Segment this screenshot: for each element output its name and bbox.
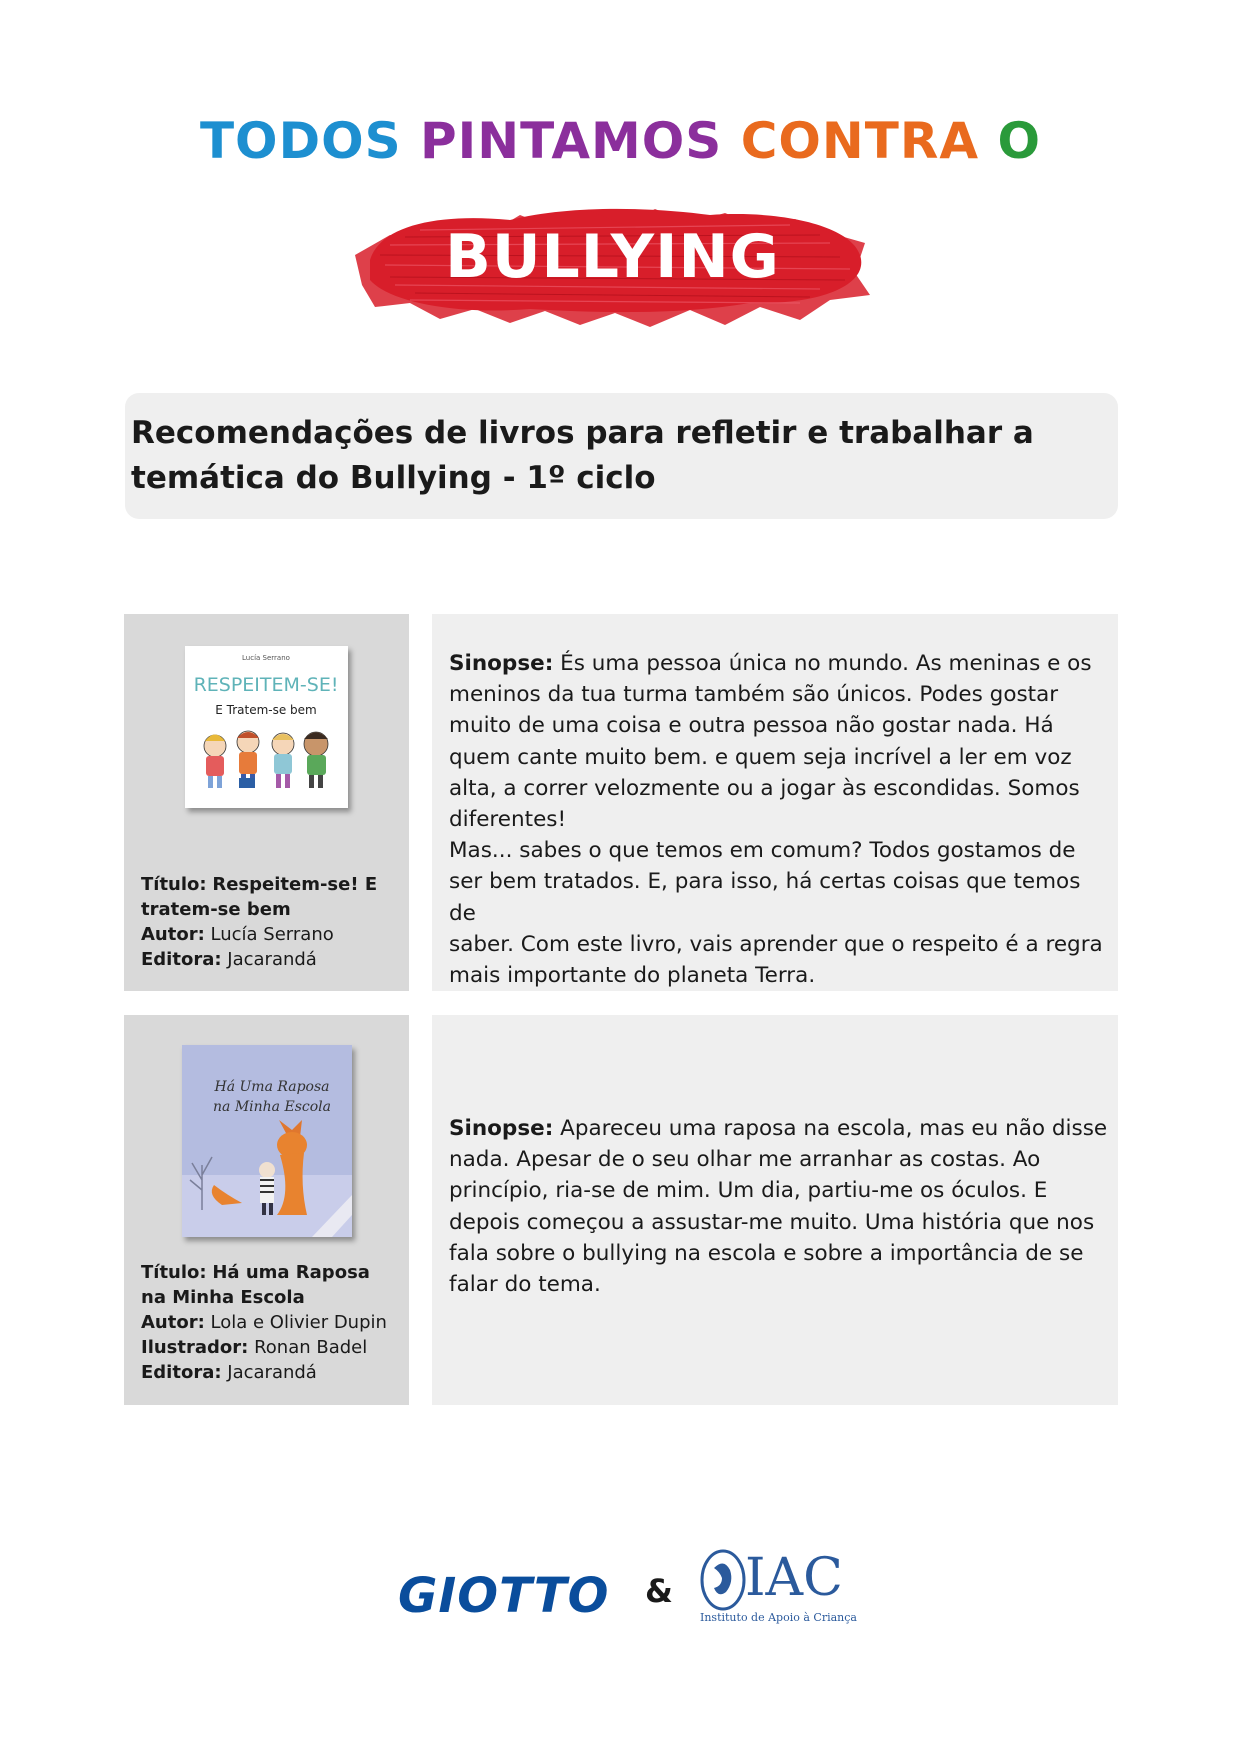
book-2-cover-title-2: na Minha Escola <box>213 1099 331 1115</box>
synopsis-line: meninos da tua turma também são únicos. Podes gostar <box>449 682 1059 708</box>
book-1-cover-art <box>185 646 348 808</box>
subtitle-box <box>125 393 1118 519</box>
subtitle-line-2: temática do Bullying - 1º ciclo <box>131 460 656 496</box>
synopsis-label: Sinopse: <box>449 1116 554 1141</box>
book-2-author-row <box>141 1310 401 1335</box>
synopsis-line: princípio, ria-se de mim. Um dia, partiu-me os óculos. E <box>449 1178 1048 1204</box>
giotto-logo: GIOTTO <box>398 1568 610 1624</box>
publisher-label: Editora: <box>141 949 222 970</box>
book-1-title: Respeitem-se! E tratem-se bem <box>141 874 378 920</box>
book-2-cover-art <box>182 1045 352 1237</box>
synopsis-label: Sinopse: <box>449 651 554 676</box>
book-2-title-row <box>141 1260 401 1310</box>
footer-logos <box>0 1540 1241 1630</box>
book-2-illustrator: Ronan Badel <box>254 1337 368 1358</box>
book-2-cover-title-1: Há Uma Raposa <box>214 1079 330 1095</box>
synopsis-line: mais importante do planeta Terra. <box>449 963 816 989</box>
book-1-cover-subtitle: E Tratem-se bem <box>215 703 317 717</box>
book-2-cover <box>182 1045 352 1237</box>
book-1-info-panel <box>124 614 409 991</box>
synopsis-line: Sinopse: Apareceu uma raposa na escola, mas eu não disse <box>449 1116 1108 1141</box>
synopsis-line: quem cante muito bem. e quem seja incrível a ler em voz <box>449 744 1072 770</box>
synopsis-line: fala sobre o bullying na escola e sobre a importância de se <box>449 1240 1084 1266</box>
book-2-publisher-row <box>141 1360 401 1385</box>
ampersand: & <box>645 1572 673 1610</box>
iac-logo-text: IAC <box>745 1548 843 1608</box>
headline-word-3: CONTRA <box>740 112 980 170</box>
book-1-cover-title: RESPEITEM-SE! <box>193 674 339 696</box>
book-1-meta <box>141 872 401 972</box>
book-1-cover <box>185 646 348 808</box>
book-2-publisher: Jacarandá <box>227 1362 317 1383</box>
book-1-publisher-row <box>141 947 401 972</box>
synopsis-line: depois começou a assustar-me muito. Uma história que nos <box>449 1209 1095 1235</box>
book-1-synopsis <box>449 648 1109 991</box>
bullying-title: BULLYING <box>445 222 780 292</box>
title-label: Título: <box>141 1262 207 1283</box>
iac-subtitle: Instituto de Apoio à Criança <box>700 1611 857 1624</box>
book-1-author: Lucía Serrano <box>210 924 334 945</box>
author-label: Autor: <box>141 1312 205 1333</box>
synopsis-line: alta, a correr velozmente ou a jogar às escondidas. Somos <box>449 775 1080 801</box>
synopsis-line: Mas... sabes o que temos em comum? Todos gostamos de <box>449 838 1076 864</box>
book-2-author: Lola e Olivier Dupin <box>210 1312 387 1333</box>
subtitle-line-1: Recomendações de livros para refletir e trabalhar a <box>131 415 1034 451</box>
book-1-cover-author: Lucía Serrano <box>242 654 290 662</box>
book-2-illustrator-row <box>141 1335 401 1360</box>
author-label: Autor: <box>141 924 205 945</box>
synopsis-line: falar do tema. <box>449 1272 601 1298</box>
book-1-title-row <box>141 872 401 922</box>
book-2-meta <box>141 1260 401 1385</box>
book-2-synopsis <box>449 1113 1109 1300</box>
headline-word-4: O <box>997 112 1042 170</box>
book-1-author-row <box>141 922 401 947</box>
book-2-info-panel <box>124 1015 409 1405</box>
iac-emblem-icon <box>700 1548 746 1612</box>
synopsis-line: Sinopse: És uma pessoa única no mundo. As meninas e os <box>449 651 1092 676</box>
book-1-publisher: Jacarandá <box>227 949 317 970</box>
title-label: Título: <box>141 874 207 895</box>
book-1-synopsis-panel <box>432 614 1118 991</box>
headline-word-1: TODOS <box>199 112 402 170</box>
children-illustration <box>204 731 328 788</box>
illustrator-label: Ilustrador: <box>141 1337 249 1358</box>
synopsis-line: saber. Com este livro, vais aprender que o respeito é a regra <box>449 931 1103 957</box>
synopsis-line: nada. Apesar de o seu olhar me arranhar as costas. Ao <box>449 1147 1041 1173</box>
headline <box>0 112 1241 170</box>
synopsis-line: diferentes! <box>449 807 567 833</box>
publisher-label: Editora: <box>141 1362 222 1383</box>
headline-word-2: PINTAMOS <box>420 112 723 170</box>
book-2-title: Há uma Raposa na Minha Escola <box>141 1262 370 1308</box>
synopsis-line: ser bem tratados. E, para isso, há certas coisas que temos de <box>449 869 1081 926</box>
book-2-synopsis-panel <box>432 1015 1118 1405</box>
synopsis-line: muito de uma coisa e outra pessoa não gostar nada. Há <box>449 713 1054 739</box>
